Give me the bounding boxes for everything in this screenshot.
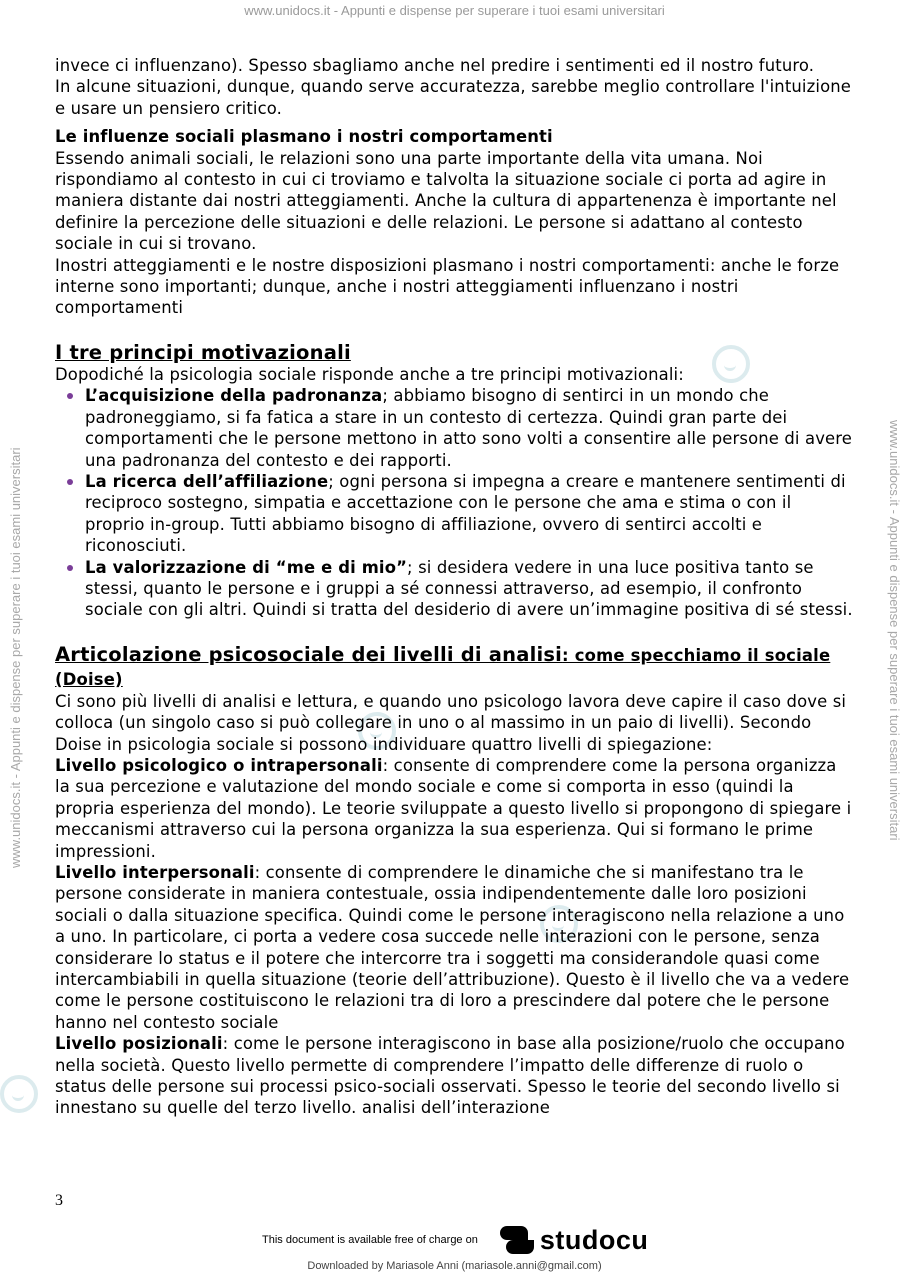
list-item <box>85 385 855 471</box>
level-paragraph <box>55 862 855 1033</box>
watermark-left: www.unidocs.it - Appunti e dispense per superare i tuoi esami universitari <box>8 447 23 868</box>
principle-term: La ricerca dell’affiliazione <box>85 471 329 491</box>
principle-term: La valorizzazione di “me e di mio” <box>85 557 408 577</box>
level-paragraph <box>55 1033 855 1119</box>
level-term: Livello posizionali <box>55 1034 223 1054</box>
studocu-logo-icon <box>500 1223 534 1257</box>
principle-text: ; si desidera vedere in una luce positiva tanto se stessi, quanto le persone e i gruppi a sé connessi attraverso, ad esempio, il confronto sociale con gli altri. Quindi si tratta del desiderio di avere un’immagine positiva di sé stessi. <box>85 557 853 620</box>
list-item <box>85 557 855 621</box>
watermark-right: www.unidocs.it - Appunti e dispense per superare i tuoi esami universitari <box>887 420 902 841</box>
principles-intro: Dopodiché la psicologia sociale risponde anche a tre principi motivazionali: <box>55 364 684 384</box>
downloaded-by-text: Downloaded by Mariasole Anni (mariasole.anni@gmail.com) <box>307 1260 602 1272</box>
principles-heading: I tre principi motivazionali <box>55 340 351 364</box>
page-number: 3 <box>55 1192 63 1209</box>
level-text: : consente di comprendere le dinamiche che si manifestano tra le persone considerate in maniera contestuale, ossia indipendentemente dalle loro posizioni sociali o dalla situazione specifica. Quindi come le persone interagiscono nella relazione a uno a uno. In particolare, ci porta a vedere cosa succede nelle interazioni con le persone, senza considerare lo status e il potere che intercorre tra i soggetti ma considerandole quasi come intercambiabili in quella situazione (teorie dell’attribuzione). Questo è il livello che va a vedere come le persone costituiscono le relazioni tra di loro a prescindere dal potere che le persone hanno nel contesto sociale <box>55 863 850 1032</box>
level-paragraph <box>55 755 855 862</box>
social-influence-heading: Le influenze sociali plasmano i nostri comportamenti <box>55 127 553 147</box>
principles-list <box>55 385 855 620</box>
principle-text: ; abbiamo bisogno di sentirci in un mondo che padroneggiamo, si fa fatica a stare in un contesto di certezza. Quindi gran parte dei comportamenti che le persone mettono in atto sono volti a consentire alle persone di avere una padronanza del contesto e dei rapporti. <box>85 386 853 470</box>
studocu-footer <box>262 1220 648 1260</box>
intro-paragraph-2: In alcune situazioni, dunque, quando serve accuratezza, sarebbe meglio controllare l'intuizione e usare un pensiero critico. <box>55 77 852 118</box>
principle-text: ; ogni persona si impegna a creare e mantenere sentimenti di reciproco sostegno, simpatia e accettazione con le persone che ama e stima o con il proprio in-group. Tutti abbiamo bisogno di affiliazione, ovvero di sentirci accolti e riconosciuti. <box>85 471 846 556</box>
social-influence-paragraph-2: Inostri atteggiamenti e le nostre disposizioni plasmano i nostri comportamenti: anche le forze interne sono importanti; dunque, anche i nostri atteggiamenti influenzano i nostri comportamenti <box>55 255 840 318</box>
level-term: Livello psicologico o intrapersonali <box>55 755 383 775</box>
unidocs-watermark-icon <box>0 1075 38 1113</box>
principle-term: L’acquisizione della padronanza <box>85 386 383 406</box>
watermark-top: www.unidocs.it - Appunti e dispense per superare i tuoi esami universitari <box>244 3 665 18</box>
level-term: Livello interpersonali <box>55 863 255 882</box>
intro-paragraph-1: invece ci influenzano). Spesso sbagliamo anche nel predire i sentimenti ed il nostro futuro. <box>55 56 815 75</box>
studocu-brand: studocu <box>539 1224 649 1255</box>
footer-availability-text: This document is available free of charge on <box>262 1234 478 1246</box>
list-item <box>85 471 855 557</box>
levels-title: Articolazione psicosociale dei livelli di analisi <box>55 642 563 666</box>
level-text: : consente di comprendere come la persona organizza la sua percezione e valutazione del mondo sociale e come si comporta in esso (quindi la propria esperienza del mondo). Le teorie sviluppate a questo livello si propongono di spiegare i meccanismi attraverso cui la persona organizza la sua esperienza. Qui si formano le prime impressioni. <box>55 755 852 861</box>
social-influence-paragraph-1: Essendo animali sociali, le relazioni sono una parte importante della vita umana. Noi rispondiamo al contesto in cui ci troviamo e talvolta la situazione sociale ci porta ad agire in maniera distante dai nostri atteggiamenti. Anche la cultura di appartenenza è importante nel definire la percezione delle situazioni e delle relazioni. Le persone si adattano al contesto sociale in cui si trovano. <box>55 148 837 254</box>
level-text: : come le persone interagiscono in base alla posizione/ruolo che occupano nella società. Questo livello permette di comprendere l’impatto delle differenze di ruolo o status delle persone sui processi psico-sociali osservati. Spesso le teorie del secondo livello si innestano su quelle del terzo livello. analisi dell’interazione <box>55 1034 845 1118</box>
document-body <box>55 55 855 1119</box>
levels-heading <box>55 643 855 691</box>
levels-intro: Ci sono più livelli di analisi e lettura, e quando uno psicologo lavora deve capire il caso dove si colloca (un singolo caso si può collegare in uno o al massimo in un paio di livelli). Secondo Doise in psicologia sociale si possono individuare quattro livelli di spiegazione: <box>55 691 847 754</box>
levels-subtitle: : come specchiamo il sociale (Doise) <box>55 645 831 689</box>
